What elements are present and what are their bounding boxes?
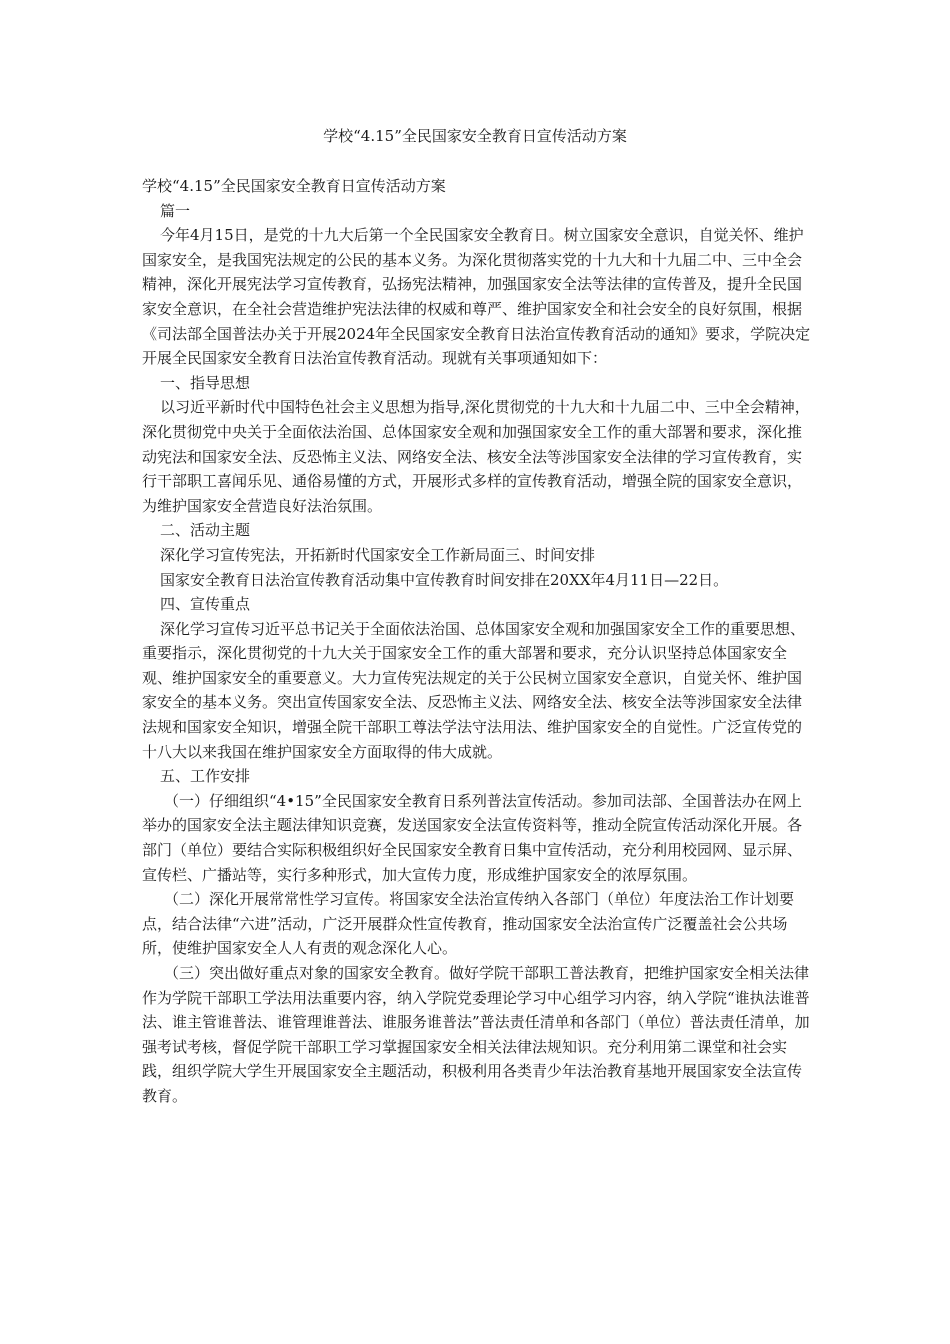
- schedule-paragraph: 国家安全教育日法治宣传教育活动集中宣传教育时间安排在20XX年4月11日—22日。: [160, 570, 729, 589]
- document-subtitle: 学校“4.15”全民国家安全教育日宣传活动方案: [142, 177, 446, 195]
- work-item-2: （二）深化开展常常性学习宣传。将国家安全法治宣传纳入各部门（单位）年度法治工作计划要点，结合法律“六进”活动，广泛开展群众性宣传教育，推动国家安全法治宣传广泛覆盖社会公共场所，使维护国家安全人人有责的观念深化人心。: [142, 890, 795, 958]
- document-body: [142, 174, 814, 1109]
- section-heading-publicity-focus: 四、宣传重点: [160, 595, 251, 614]
- publicity-focus-paragraph: 深化学习宣传习近平总书记关于全面依法治国、总体国家安全观和加强国家安全工作的重要思想、重要指示，深化贯彻党的十九大关于国家安全工作的重大部署和要求，充分认识坚持总体国家安全观、维护国家安全的重要意义。大力宣传宪法规定的关于公民树立国家安全意识，自觉关怀、维护国家安全的基本义务。突出宣传国家安全法、反恐怖主义法、网络安全法、核安全法等涉国家安全法律法规和国家安全知识，增强全院干部职工尊法学法守法用法、维护国家安全的自觉性。广泛宣传党的十八大以来我国在维护国家安全方面取得的伟大成就。: [142, 619, 806, 761]
- intro-paragraph: 今年4月15日，是党的十九大后第一个全民国家安全教育日。树立国家安全意识，自觉关怀、维护国家安全，是我国宪法规定的公民的基本义务。为深化贯彻落实党的十九大和十九届二中、三中全会精神，深化开展宪法学习宣传教育，弘扬宪法精神，加强国家安全法等法律的宣传普及，提升全民国家安全意识，在全社会营造维护宪法法律的权威和尊严、维护国家安全和社会安全的良好氛围，根据《司法部全国普法办关于开展2024年全民国家安全教育日法治宣传教育活动的通知》要求，学院决定开展全民国家安全教育日法治宣传教育活动。现就有关事项通知如下：: [142, 226, 811, 368]
- activity-theme-paragraph: 深化学习宣传宪法，开拓新时代国家安全工作新局面三、时间安排: [160, 545, 596, 564]
- work-item-1: （一）仔细组织“4•15”全民国家安全教育日系列普法宣传活动。参加司法部、全国普法办在网上举办的国家安全法主题法律知识竞赛，发送国家安全法宣传资料等，推动全院宣传活动深化开展。各部门（单位）要结合实际积极组织好全民国家安全教育日集中宣传活动，充分利用校园网、显示屏、宣传栏、广播站等，实行多种形式，加大宣传力度，形成维护国家安全的浓厚氛围。: [142, 791, 803, 884]
- part-label: 篇一: [160, 201, 191, 220]
- section-heading-work-arrangement: 五、工作安排: [160, 767, 251, 786]
- section-heading-activity-theme: 二、活动主题: [160, 521, 251, 540]
- guiding-ideology-paragraph: 以习近平新时代中国特色社会主义思想为指导,深化贯彻党的十九大和十九届二中、三中全会精神，深化贯彻党中央关于全面依法治国、总体国家安全观和加强国家安全工作的重大部署和要求，深化推动宪法和国家安全法、反恐怖主义法、网络安全法、核安全法等涉国家安全法律的学习宣传教育，实行干部职工喜闻乐见、通俗易懂的方式，开展形式多样的宣传教育活动，增强全院的国家安全意识，为维护国家安全营造良好法治氛围。: [142, 398, 810, 515]
- work-item-3: （三）突出做好重点对象的国家安全教育。做好学院干部职工普法教育，把维护国家安全相关法律作为学院干部职工学法用法重要内容，纳入学院党委理论学习中心组学习内容，纳入学院“谁执法谁普法、谁主管谁普法、谁管理谁普法、谁服务谁普法”普法责任清单和各部门（单位）普法责任清单，加强考试考核，督促学院干部职工学习掌握国家安全相关法律法规知识。充分利用第二课堂和社会实践，组织学院大学生开展国家安全主题活动，积极利用各类青少年法治教育基地开展国家安全法宣传教育。: [142, 964, 810, 1105]
- section-heading-guiding-ideology: 一、指导思想: [160, 373, 251, 392]
- document-title: 学校“4.15”全民国家安全教育日宣传活动方案: [323, 127, 627, 145]
